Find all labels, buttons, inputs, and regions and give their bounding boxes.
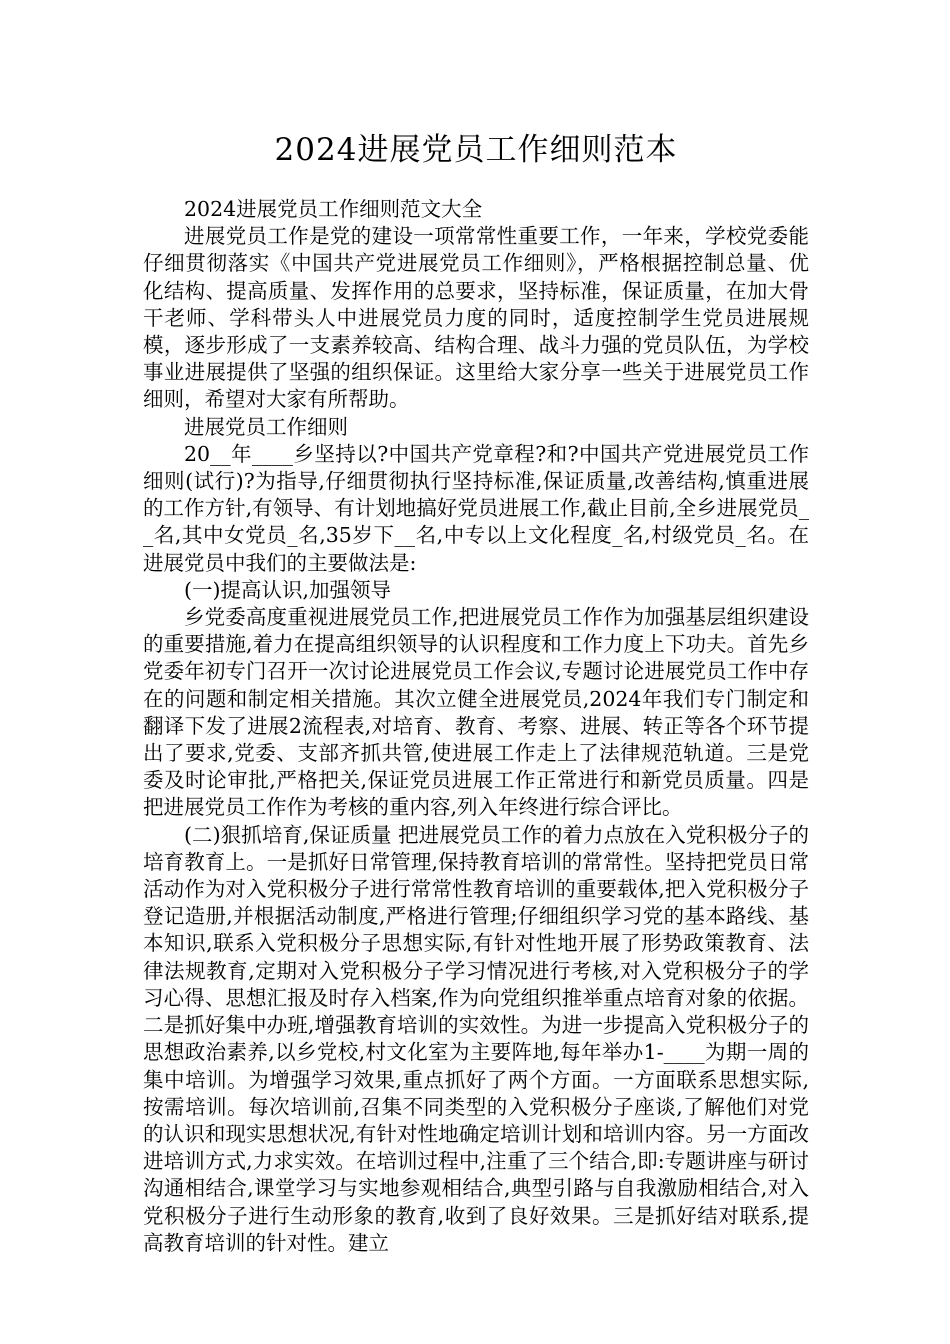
intro-paragraph: 进展党员工作是党的建设一项常常性重要工作，一年来，学校党委能仔细贯彻落实《中国共产党进展党员工作细则》，严格根据控制总量、优化结构、提高质量、发挥作用的总要求，坚持标准，保证质量，在加大骨干老师、学科带头人中进展党员力度的同时，适度控制学生党员进展规模，逐步形成了一支素养较高、结构合理、战斗力强的党员队伍，为学校事业进展提供了坚强的组织保证。这里给大家分享一些关于进展党员工作细则，希望对大家有所帮助。 (143, 224, 809, 412)
subsection-heading-1: (一)提高认识,加强领导 (184, 577, 392, 602)
document-page (143, 128, 809, 1257)
document-title: 2024进展党员工作细则范本 (274, 132, 678, 168)
body-paragraph: 乡党委高度重视进展党员工作,把进展党员工作作为加强基层组织建设的重要措施,着力在提高组织领导的认识程度和工作力度上下功夫。首先乡党委年初专门召开一次讨论进展党员工作会议,专题讨论进展党员工作中存在的问题和制定相关措施。其次立健全进展党员,2024年我们专门制定和翻译下发了进展2流程表,对培育、教育、考察、进展、转正等各个环节提出了要求,党委、支部齐抓共管,使进展工作走上了法律规范轨道。三是党委及时论审批,严格把关,保证党员进展工作正常进行和新党员质量。四是把进展党员工作作为考核的重内容,列入年终进行综合评比。 (143, 605, 809, 820)
body-paragraph: 20__年____乡坚持以?中国共产党章程?和?中国共产党进展党员工作细则(试行)?为指导,仔细贯彻执行坚持标准,保证质量,改善结构,慎重进展的工作方针,有领导、有计划地搞好党员进展工作,截止目前,全乡进展党员__名,其中女党员_名,35岁下__名,中专以上文化程度_名,村级党员_名。在进展党员中我们的主要做法是: (143, 441, 809, 575)
body-paragraph: (二)狠抓培育,保证质量 把进展党员工作的着力点放在入党积极分子的培育教育上。一是抓好日常管理,保持教育培训的常常性。坚持把党员日常活动作为对入党积极分子进行常常性教育培训的重要载体,把入党积极分子登记造册,并根据活动制度,严格进行管理;仔细组织学习党的基本路线、基本知识,联系入党积极分子思想实际,有针对性地开展了形势政策教育、法律法规教育,定期对入党积极分子学习情况进行考核,对入党积极分子的学习心得、思想汇报及时存入档案,作为向党组织推举重点培育对象的依据。二是抓好集中办班,增强教育培训的实效性。为进一步提高入党积极分子的思想政治素养,以乡党校,村文化室为主要阵地,每年举办1-____为期一周的集中培训。为增强学习效果,重点抓好了两个方面。一方面联系思想实际,按需培训。每次培训前,召集不同类型的入党积极分子座谈,了解他们对党的认识和现实思想状况,有针对性地确定培训计划和培训内容。另一方面改进培训方式,力求实效。在培训过程中,注重了三个结合,即:专题讲座与研讨沟通相结合,课堂学习与实地参观相结合,典型引路与自我激励相结合,对入党积极分子进行生动形象的教育,收到了良好效果。三是抓好结对联系,提高教育培训的针对性。建立 (143, 822, 809, 1255)
section-heading: 进展党员工作细则 (184, 414, 348, 439)
subtitle-paragraph: 2024进展党员工作细则范文大全 (184, 197, 483, 221)
